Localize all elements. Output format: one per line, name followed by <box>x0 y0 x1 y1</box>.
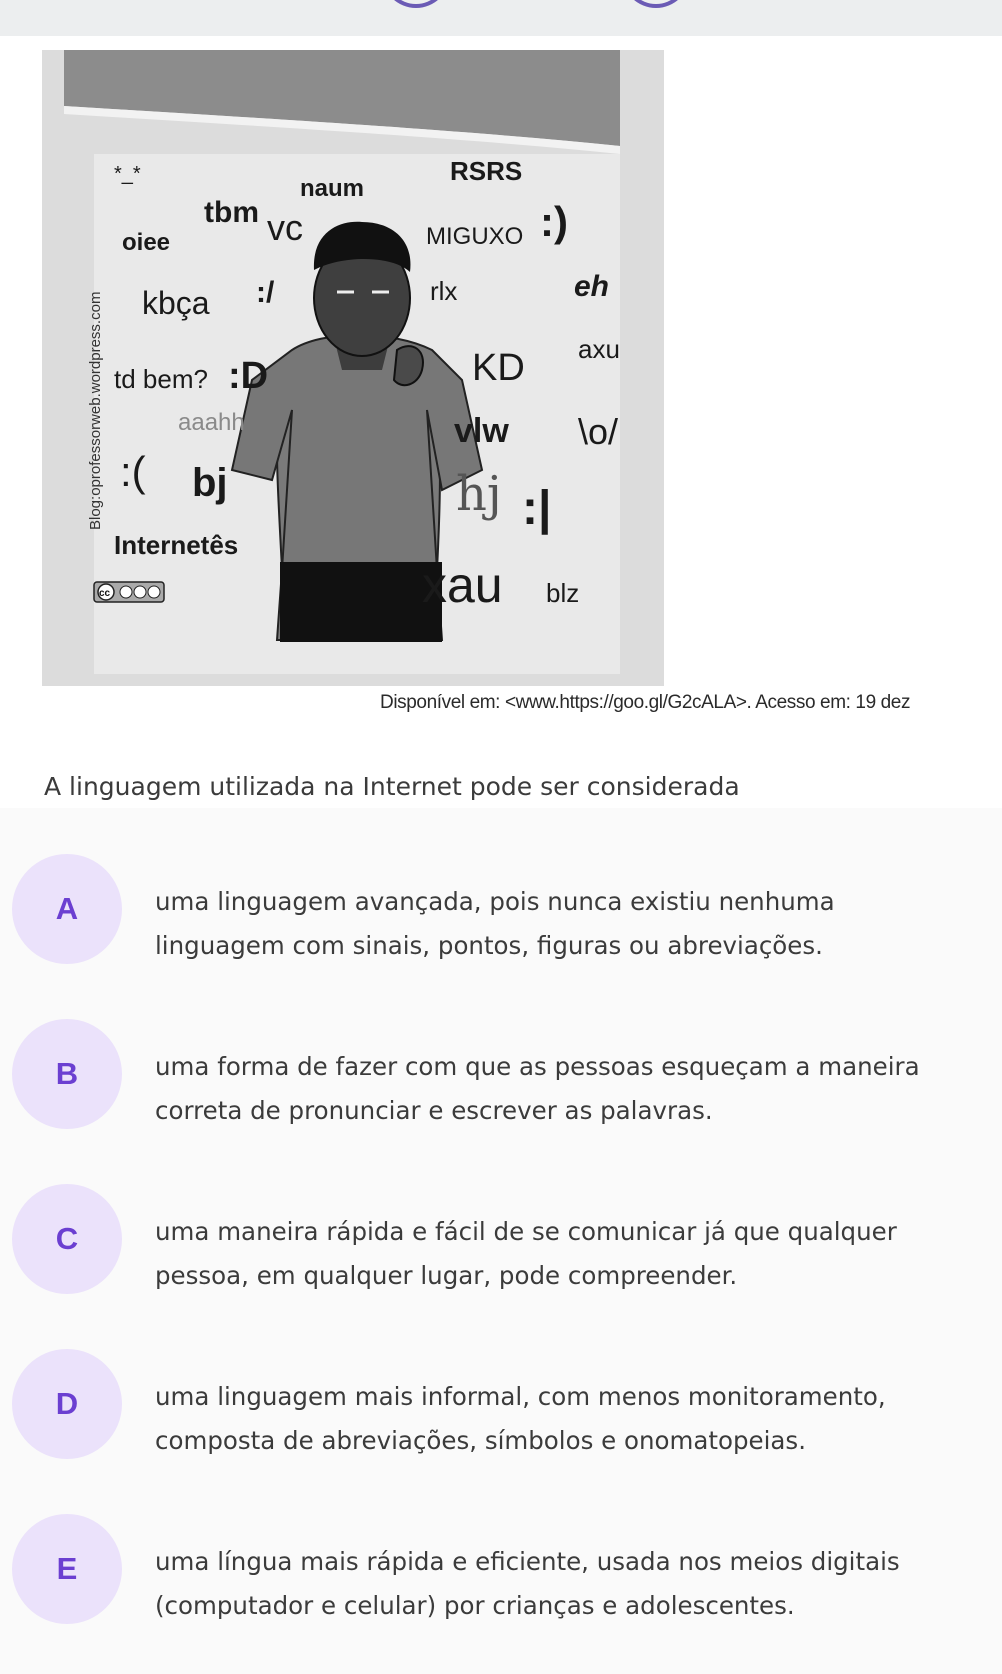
option-b[interactable] <box>0 973 1002 1123</box>
word-yay: \o/ <box>578 411 619 452</box>
option-letter-badge[interactable]: A <box>12 854 122 964</box>
word-blz: blz <box>546 578 580 608</box>
word-hmm: :/ <box>256 276 275 309</box>
word-xau: xau <box>422 557 503 613</box>
word-rsrs: RSRS <box>450 156 523 186</box>
word-sad: :( <box>120 448 146 495</box>
option-letter-badge[interactable]: E <box>12 1514 122 1624</box>
option-text-line: uma língua mais rápida e eficiente, usada nos meios digitais <box>155 1547 900 1576</box>
option-text-line: linguagem com sinais, pontos, figuras ou abreviações. <box>155 931 823 960</box>
option-text-line: uma linguagem avançada, pois nunca existiu nenhuma <box>155 887 835 916</box>
option-a[interactable] <box>0 808 1002 958</box>
blog-url-vertical: Blog:oprofessorweb.wordpress.com <box>87 291 104 530</box>
word-tbm: tbm <box>204 196 259 229</box>
word-vc: vc <box>267 207 303 248</box>
answer-options <box>0 808 1002 1674</box>
option-text[interactable] <box>155 1045 975 1133</box>
svg-text:cc: cc <box>99 588 111 599</box>
step-indicator-2[interactable] <box>622 0 690 8</box>
option-text-line: composta de abreviações, símbolos e onomatopeias. <box>155 1426 806 1455</box>
option-letter-badge[interactable]: B <box>12 1019 122 1129</box>
word-eh: eh <box>574 270 610 303</box>
option-letter-badge[interactable]: D <box>12 1349 122 1459</box>
option-text-line: (computador e celular) por crianças e adolescentes. <box>155 1591 795 1620</box>
word-smile: :) <box>540 198 568 245</box>
option-text-line: uma maneira rápida e fácil de se comunicar já que qualquer <box>155 1217 897 1246</box>
word-axu: axu <box>578 334 620 364</box>
word-rlx: rlx <box>430 276 458 306</box>
image-credit: Disponível em: <www.https://goo.gl/G2cALA>. Acesso em: 19 dez <box>380 692 911 713</box>
option-text-line: uma linguagem mais informal, com menos monitoramento, <box>155 1382 886 1411</box>
option-d[interactable] <box>0 1303 1002 1453</box>
option-e[interactable] <box>0 1468 1002 1618</box>
cc-license-badge <box>94 582 164 602</box>
word-hj: hj <box>456 466 502 522</box>
word-tdbem: td bem? <box>114 364 208 394</box>
progress-header <box>0 0 1002 36</box>
option-text[interactable] <box>155 1210 975 1298</box>
word-bj: bj <box>192 461 228 505</box>
option-text-line: uma forma de fazer com que as pessoas esqueçam a maneira <box>155 1052 920 1081</box>
step-indicator-1[interactable] <box>382 0 450 8</box>
word-aaahh: aaahh <box>178 409 245 436</box>
option-text-line: correta de pronunciar e escrever as palavras. <box>155 1096 713 1125</box>
option-c[interactable] <box>0 1138 1002 1288</box>
word-internetes: Internetês <box>114 530 239 560</box>
option-text[interactable] <box>155 1540 975 1628</box>
word-naum: naum <box>300 175 365 202</box>
word-vlw: vlw <box>454 412 509 450</box>
internetes-illustration <box>42 50 664 686</box>
option-text-line: pessoa, em qualquer lugar, pode compreender. <box>155 1261 738 1290</box>
word-kbca: kbça <box>142 285 210 321</box>
option-letter-badge[interactable]: C <box>12 1184 122 1294</box>
word-kd: KD <box>472 347 525 389</box>
question-text: A linguagem utilizada na Internet pode ser considerada <box>44 772 740 801</box>
word-bigsmile: :D <box>228 355 269 397</box>
word-meh: :| <box>522 482 552 535</box>
option-text[interactable] <box>155 1375 975 1463</box>
word-oiee: oiee <box>122 229 171 256</box>
option-text[interactable] <box>155 880 975 968</box>
word-miguxo: MIGUXO <box>426 223 524 250</box>
word-star: *_* <box>114 163 141 185</box>
